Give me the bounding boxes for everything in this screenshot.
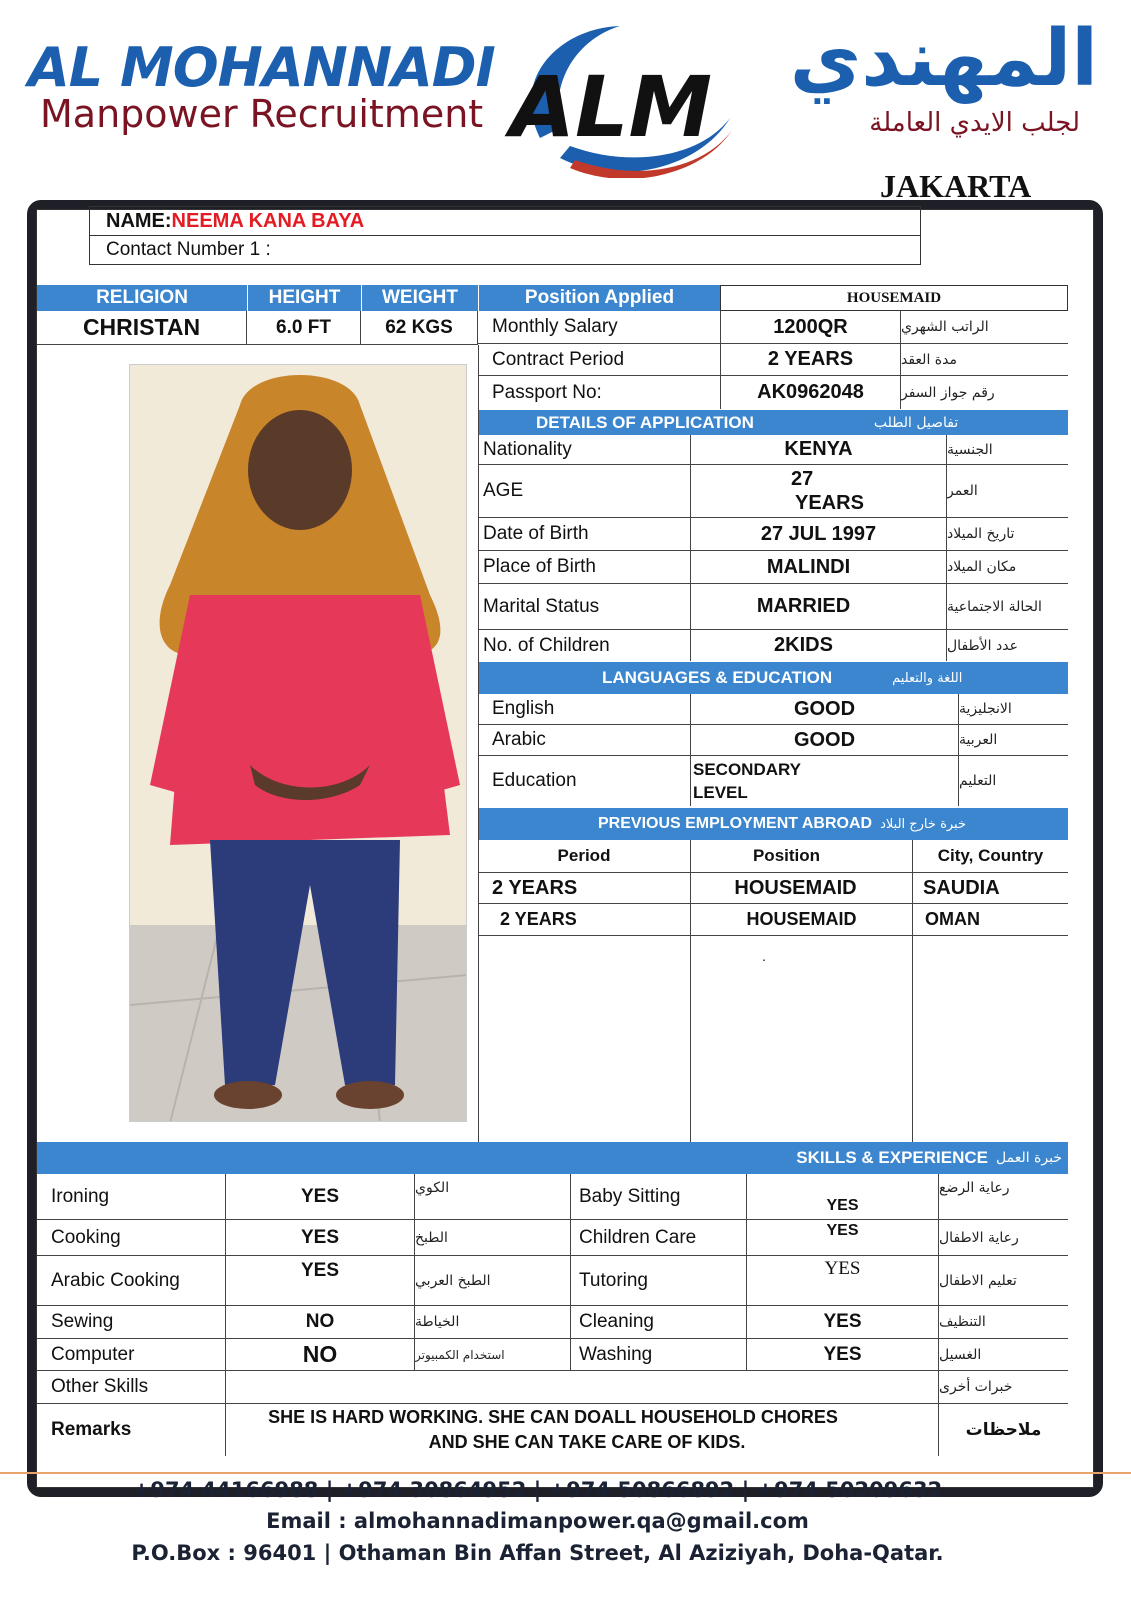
age-value	[690, 465, 946, 518]
marital-label: Marital Status	[478, 584, 690, 630]
employment-col-period: Period	[478, 840, 690, 873]
nationality-value: KENYA	[690, 435, 946, 465]
company-name-arabic: المهندي	[789, 14, 1098, 104]
company-name-english: AL MOHANNADI	[28, 36, 495, 99]
skill-arabic: الخياطة	[414, 1306, 570, 1339]
skills-title-arabic: خبرة العمل	[996, 1150, 1062, 1166]
skill-value: YES	[746, 1306, 938, 1339]
arabic-arabic: العربية	[958, 725, 1068, 756]
weight-header: WEIGHT	[361, 285, 478, 311]
employment-section-header	[478, 808, 1068, 840]
position-value: HOUSEMAID	[720, 285, 1068, 311]
contract-value: 1200QR	[720, 311, 900, 344]
pob-arabic: مكان الميلاد	[946, 551, 1068, 584]
column-divider	[912, 936, 913, 1142]
skill-label: Baby Sitting	[570, 1174, 746, 1220]
employment-col-position: Position	[690, 840, 912, 873]
pob-value: MALINDI	[690, 551, 946, 584]
employment-position: HOUSEMAID	[690, 873, 912, 904]
nationality-label: Nationality	[478, 435, 690, 465]
office-city: JAKARTA	[880, 168, 1032, 204]
skill-arabic: رعاية الاطفال	[938, 1220, 1068, 1256]
skill-label: Arabic Cooking	[37, 1256, 225, 1306]
dob-value: 27 JUL 1997	[690, 518, 946, 551]
arabic-label: Arabic	[478, 725, 690, 756]
alm-logo-icon	[500, 18, 740, 178]
english-value: GOOD	[690, 694, 958, 725]
dob-label: Date of Birth	[478, 518, 690, 551]
skill-value: YES	[225, 1256, 414, 1306]
religion-header: RELIGION	[37, 285, 247, 311]
remarks-arabic: ملاحظات	[938, 1404, 1068, 1456]
education-level-line1: SECONDARY	[693, 760, 801, 779]
name-row	[89, 206, 921, 236]
children-arabic: عدد الأطفال	[946, 630, 1068, 661]
skill-value: NO	[225, 1339, 414, 1371]
skill-label: Tutoring	[570, 1256, 746, 1306]
education-arabic: التعليم	[958, 756, 1068, 806]
other-skills-value	[225, 1371, 938, 1404]
religion-value: CHRISTAN	[37, 311, 247, 345]
remarks-line2: AND SHE CAN TAKE CARE OF KIDS.	[428, 1432, 746, 1452]
children-label: No. of Children	[483, 634, 610, 656]
height-header: HEIGHT	[247, 285, 361, 311]
arabic-value: GOOD	[690, 725, 958, 756]
pob-label: Place of Birth	[478, 551, 690, 584]
education-label: Education	[492, 770, 577, 791]
skill-label: Computer	[37, 1339, 225, 1371]
skill-label: Cooking	[37, 1220, 225, 1256]
height-value: 6.0 FT	[247, 311, 361, 345]
employment-position: HOUSEMAID	[690, 904, 912, 936]
languages-title: LANGUAGES & EDUCATION	[602, 668, 833, 687]
alm-logo-text: ALM	[510, 58, 713, 156]
column-divider	[690, 936, 691, 1142]
skill-arabic: تعليم الاطفال	[938, 1256, 1068, 1306]
remarks-text	[225, 1404, 938, 1456]
employment-col-place: City, Country	[912, 840, 1068, 873]
skill-value: YES	[225, 1220, 414, 1256]
company-tagline-arabic: لجلب الايدي العاملة	[869, 108, 1080, 138]
age-number: 27	[791, 468, 814, 490]
english-arabic: الانجليزية	[958, 694, 1068, 725]
candidate-name: NEEMA KANA BAYA	[171, 209, 365, 232]
skill-arabic: الكوي	[414, 1174, 570, 1220]
skill-arabic: رعاية الرضع	[938, 1174, 1068, 1220]
candidate-photo	[129, 364, 467, 1122]
name-label: NAME:	[106, 209, 172, 232]
education-value	[690, 756, 958, 806]
employment-period: 2 YEARS	[478, 904, 690, 936]
footer-email: Email : almohannadimanpower.qa@gmail.com	[266, 1509, 809, 1533]
contract-value: 2 YEARS	[720, 344, 900, 376]
age-arabic: العمر	[946, 465, 1068, 518]
age-label: AGE	[478, 465, 690, 518]
skill-value: YES	[225, 1174, 414, 1220]
age-unit: YEARS	[795, 492, 864, 514]
skill-arabic: استخدام الكمبيوتر	[414, 1339, 570, 1371]
footer-address: P.O.Box : 96401 | Othaman Bin Affan Street, Al Aziziyah, Doha-Qatar.	[131, 1541, 944, 1565]
contract-label: Monthly Salary	[478, 311, 720, 344]
skill-value: YES	[746, 1256, 938, 1306]
contract-label: Passport No:	[492, 381, 602, 403]
skill-label: Cleaning	[570, 1306, 746, 1339]
weight-value: 62 KGS	[361, 311, 478, 345]
contract-arabic: رقم جواز السفر	[900, 376, 1068, 409]
column-divider	[478, 345, 479, 1142]
other-skills-arabic: خبرات أخرى	[938, 1371, 1068, 1404]
skill-label: Sewing	[37, 1306, 225, 1339]
details-section-header	[478, 410, 1068, 435]
contact-row	[89, 235, 921, 265]
children-value: 2KIDS	[690, 630, 946, 661]
company-tagline-english: Manpower Recruitment	[40, 92, 484, 136]
footer-divider	[0, 1472, 1131, 1474]
position-header: Position Applied	[478, 285, 720, 311]
skills-title: SKILLS & EXPERIENCE	[796, 1148, 988, 1167]
skill-arabic: الطبخ	[414, 1220, 570, 1256]
dob-arabic: تاريخ الميلاد	[946, 518, 1068, 551]
details-title: DETAILS OF APPLICATION	[536, 412, 754, 432]
remarks-line1: SHE IS HARD WORKING. SHE CAN DOALL HOUSEHOLD CHORES	[268, 1407, 838, 1427]
skills-section-header	[37, 1142, 1068, 1174]
contact-label: Contact Number 1 :	[106, 239, 271, 260]
skill-label: Children Care	[570, 1220, 746, 1256]
employment-title: PREVIOUS EMPLOYMENT ABROAD	[598, 815, 873, 832]
marital-arabic: الحالة الاجتماعية	[946, 584, 1068, 630]
remarks-label: Remarks	[51, 1419, 132, 1440]
passport-number: AK0962048	[720, 376, 900, 409]
skill-value: YES	[746, 1174, 938, 1220]
other-skills-label: Other Skills	[37, 1371, 225, 1404]
education-level-line2: LEVEL	[693, 783, 748, 802]
skill-label: Washing	[570, 1339, 746, 1371]
languages-section-header	[478, 662, 1068, 694]
nationality-arabic: الجنسية	[946, 435, 1068, 465]
english-label: English	[478, 694, 690, 725]
stray-mark: .	[762, 948, 766, 964]
details-title-arabic: تفاصيل الطلب	[873, 414, 959, 431]
skill-arabic: الغسيل	[938, 1339, 1068, 1371]
contract-arabic: الراتب الشهري	[900, 311, 1068, 344]
languages-title-arabic: اللغة والتعليم	[892, 670, 963, 686]
footer-phones: +974 44166988 | +974 30864952 | +974 50866892 | +974 50209632	[132, 1478, 943, 1502]
employment-place: OMAN	[912, 904, 1068, 936]
marital-value: MARRIED	[690, 584, 946, 630]
contract-label: Contract Period	[478, 344, 720, 376]
employment-title-arabic: خبرة خارج البلاد	[880, 816, 967, 832]
contract-arabic: مدة العقد	[900, 344, 1068, 376]
skill-arabic: الطبخ العربي	[414, 1256, 570, 1306]
employment-period: 2 YEARS	[478, 873, 690, 904]
employment-place: SAUDIA	[912, 873, 1068, 904]
skill-value: YES	[746, 1220, 938, 1256]
skill-arabic: التنظيف	[938, 1306, 1068, 1339]
skill-label: Ironing	[37, 1174, 225, 1220]
skill-value: YES	[746, 1339, 938, 1371]
skill-value: NO	[225, 1306, 414, 1339]
